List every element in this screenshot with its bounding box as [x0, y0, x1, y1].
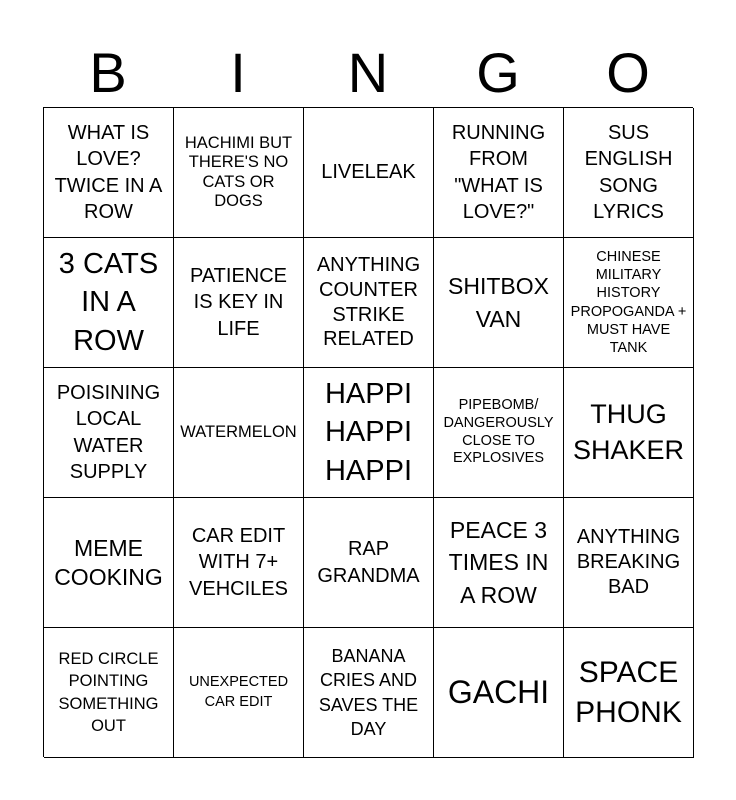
bingo-board: [43, 107, 693, 757]
cell-label: UNEXPECTED CAR EDIT: [188, 673, 289, 710]
bingo-cell[interactable]: [174, 238, 304, 368]
cell-label: PATIENCE IS KEY IN LIFE: [189, 264, 288, 340]
bingo-cell[interactable]: [434, 628, 564, 758]
cell-label: SHITBOX VAN: [448, 273, 549, 332]
cell-label: BANANA CRIES AND SAVES THE DAY: [318, 645, 419, 739]
cell-label: THUG SHAKER: [572, 398, 685, 465]
bingo-cell[interactable]: [304, 498, 434, 628]
cell-label: PEACE 3 TIMES IN A ROW: [448, 517, 549, 608]
cell-label: MEME COOKING: [54, 534, 163, 590]
header-letter-g: G: [476, 41, 520, 104]
bingo-cell[interactable]: [44, 238, 174, 368]
cell-label: CHINESE MILITARY HISTORY PROPOGANDA + MUST HAVE TANK: [570, 248, 687, 357]
bingo-cell[interactable]: [434, 368, 564, 498]
cell-label: HAPPI HAPPI HAPPI: [324, 378, 413, 487]
bingo-cell[interactable]: [304, 238, 434, 368]
cell-label: POISINING LOCAL WATER SUPPLY: [56, 381, 161, 483]
header-letter-i: I: [230, 41, 246, 104]
cell-label: CAR EDIT WITH 7+ VEHCILES: [189, 524, 288, 600]
header-letter-o: O: [606, 41, 650, 104]
bingo-cell[interactable]: [564, 108, 694, 238]
cell-label: 3 CATS IN A ROW: [58, 248, 159, 357]
bingo-cell[interactable]: [434, 498, 564, 628]
cell-label: GACHI: [447, 674, 550, 711]
bingo-cell[interactable]: [174, 498, 304, 628]
bingo-cell[interactable]: [304, 628, 434, 758]
cell-label: RUNNING FROM "WHAT IS LOVE?": [451, 121, 546, 223]
cell-label: SPACE PHONK: [575, 655, 682, 729]
cell-label: RED CIRCLE POINTING SOMETHING OUT: [58, 649, 159, 735]
bingo-cell[interactable]: [434, 238, 564, 368]
bingo-cell[interactable]: [564, 498, 694, 628]
bingo-cell[interactable]: [304, 368, 434, 498]
bingo-cell[interactable]: [564, 238, 694, 368]
bingo-cell[interactable]: [174, 368, 304, 498]
bingo-cell[interactable]: [44, 498, 174, 628]
cell-label: WHAT IS LOVE? TWICE IN A ROW: [54, 121, 163, 223]
header-letter-n: N: [347, 41, 389, 104]
bingo-cell[interactable]: [564, 628, 694, 758]
bingo-cell[interactable]: [44, 628, 174, 758]
cell-label: ANYTHING COUNTER STRIKE RELATED: [316, 253, 421, 351]
bingo-header: [43, 40, 693, 106]
bingo-cell[interactable]: [564, 368, 694, 498]
bingo-cell[interactable]: [44, 108, 174, 238]
bingo-cell[interactable]: [174, 628, 304, 758]
cell-label: WATERMELON: [180, 422, 297, 441]
bingo-cell[interactable]: [44, 368, 174, 498]
cell-label: LIVELEAK: [321, 161, 416, 184]
bingo-cell[interactable]: [304, 108, 434, 238]
bingo-cell[interactable]: [174, 108, 304, 238]
cell-label: RAP GRANDMA: [317, 538, 420, 587]
bingo-cell[interactable]: [434, 108, 564, 238]
cell-label: ANYTHING BREAKING BAD: [576, 526, 681, 598]
cell-label: PIPEBOMB/ DANGEROUSLY CLOSE TO EXPLOSIVES: [443, 396, 554, 467]
header-letter-b: B: [89, 41, 127, 104]
cell-label: SUS ENGLISH SONG LYRICS: [584, 121, 673, 223]
cell-label: HACHIMI BUT THERE'S NO CATS OR DOGS: [184, 134, 293, 210]
